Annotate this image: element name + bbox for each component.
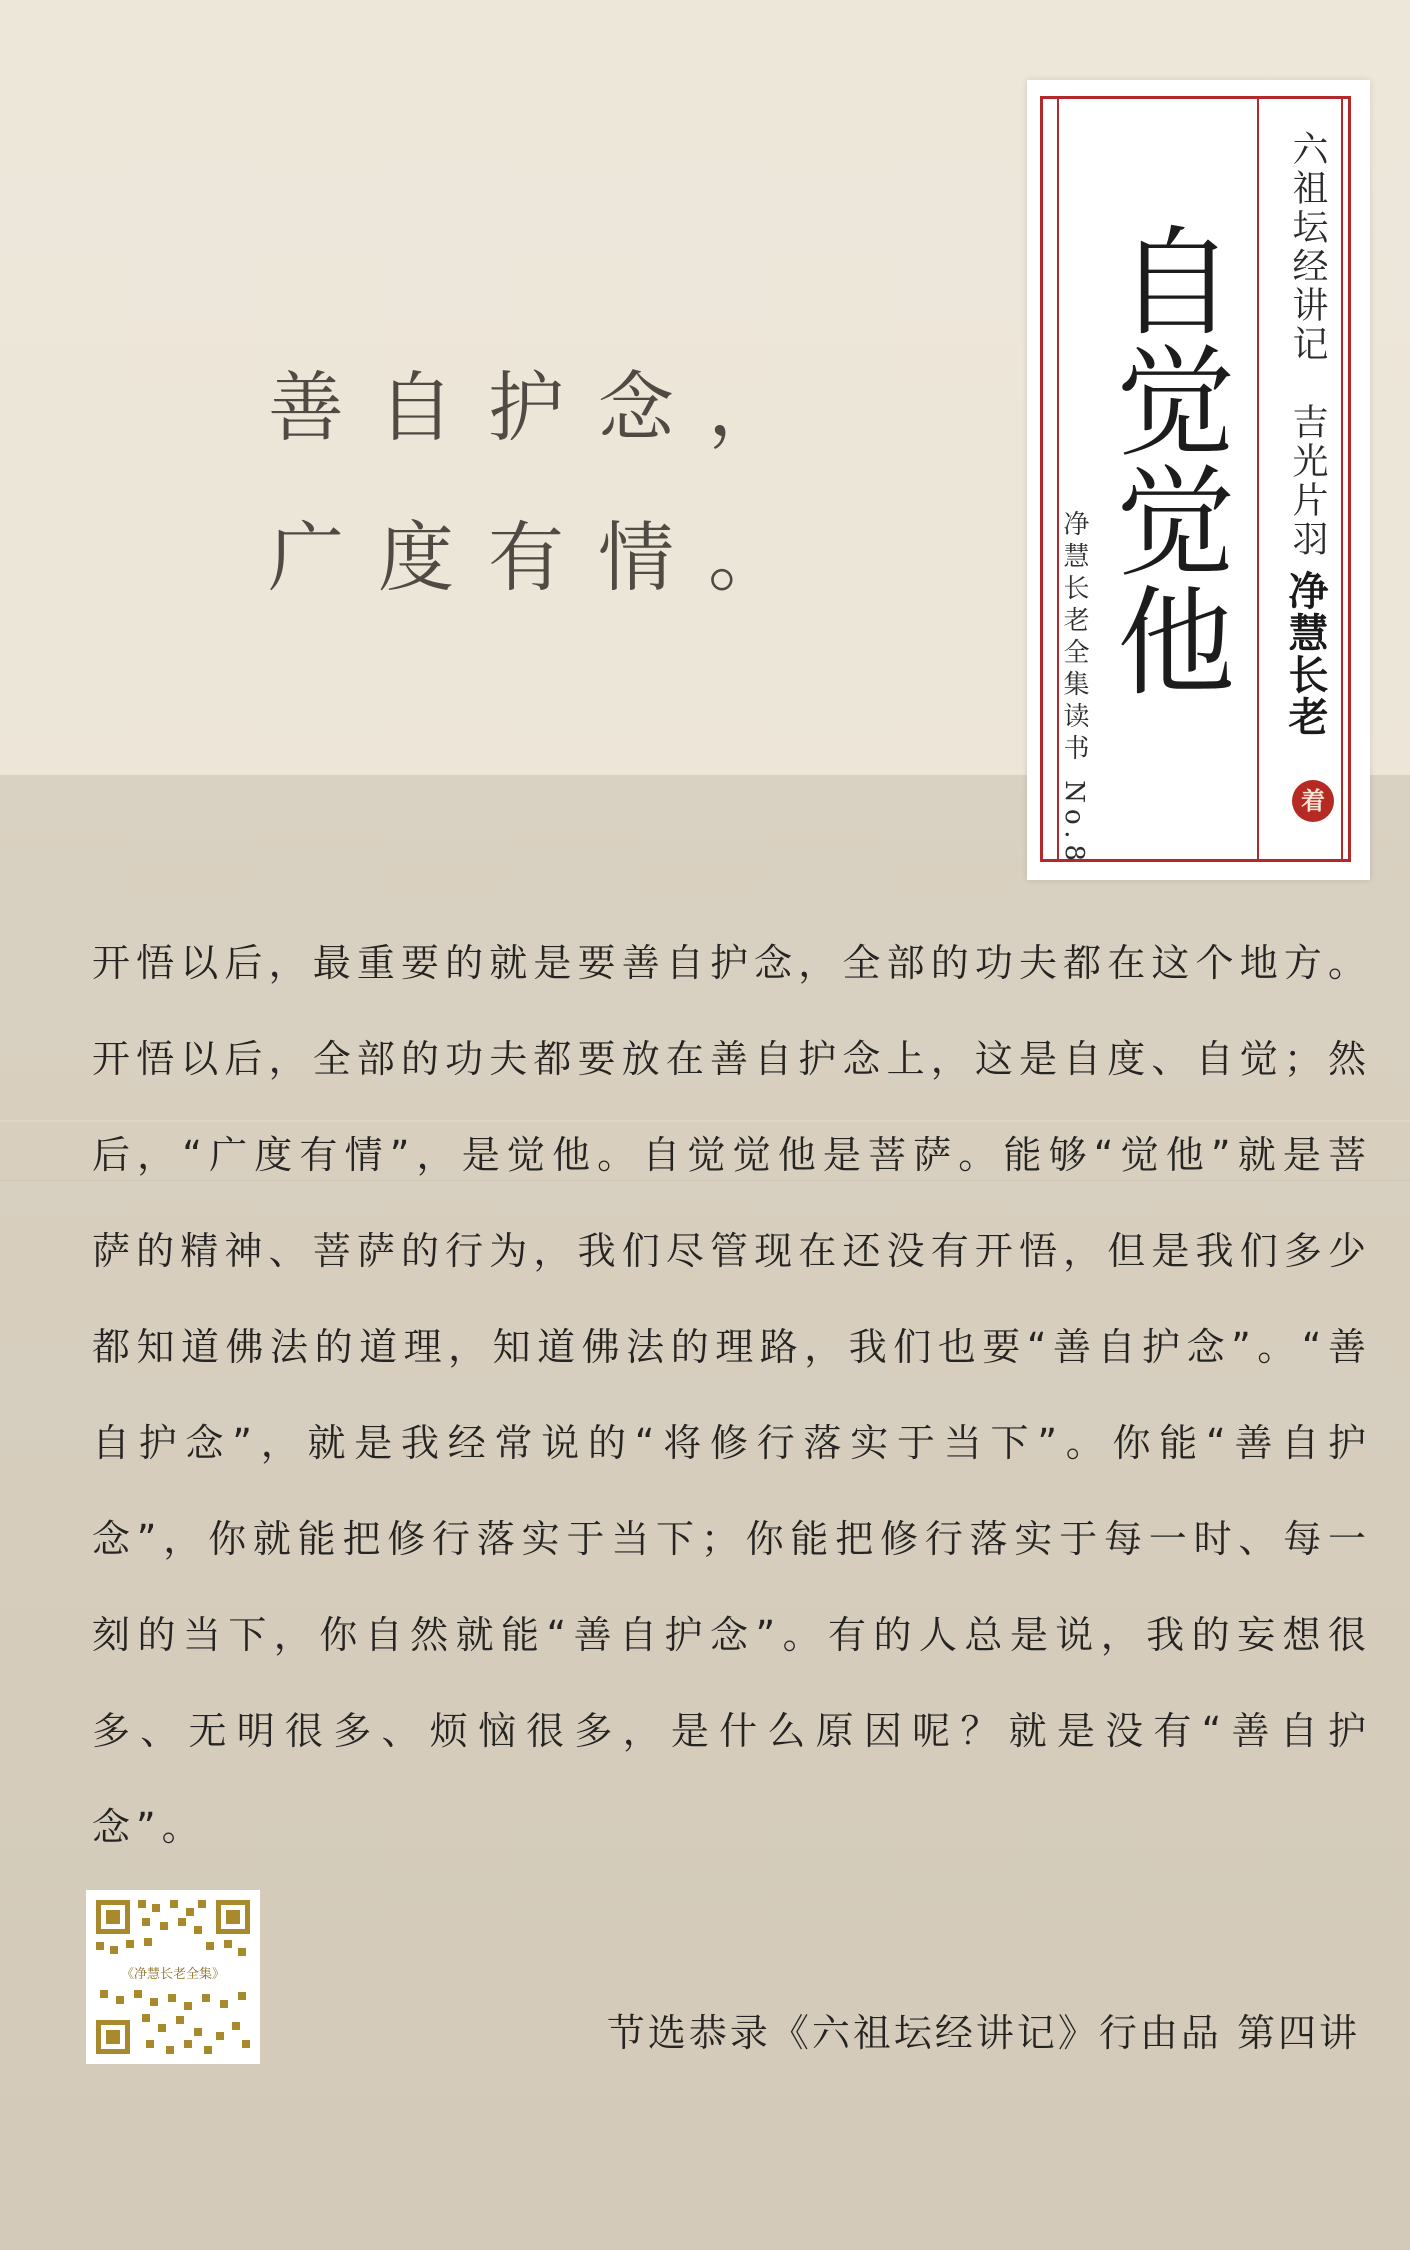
main-title: 自觉觉他: [1097, 220, 1235, 700]
title-card: [1027, 80, 1370, 880]
calligraphy-line-2: 广度有情。: [268, 513, 818, 602]
book-title: 六祖坛经讲记 吉光片羽: [1287, 130, 1328, 559]
author-name: 净慧长老: [1282, 570, 1329, 738]
series-label: 净慧长老全集读书 No.8: [1059, 510, 1089, 868]
frame-rule-right: [1341, 99, 1343, 859]
body-paragraph: 开悟以后，最重要的就是要善自护念，全部的功夫都在这个地方。开悟以后，全部的功夫都要放在善自护念上，这是自度、自觉；然后，“广度有情”，是觉他。自觉觉他是菩萨。能够“觉他”就是菩萨的精神、菩萨的行为，我们尽管现在还没有开悟，但是我们多少都知道佛法的道理，知道佛法的理路，我们也要“善自护念”。“善自护念”，就是我经常说的“将修行落实于当下”。你能“善自护念”，你就能把修行落实于当下；你能把修行落实于每一时、每一刻的当下，你自然就能“善自护念”。有的人总是说，我的妄想很多、无明很多、烦恼很多，是什么原因呢？就是没有“善自护念”。: [92, 941, 1372, 1849]
source-citation: 节选恭录《六祖坛经讲记》行由品 第四讲: [606, 2011, 1360, 2055]
qr-label: 《净慧长老全集》: [96, 1964, 250, 1986]
qr-code[interactable]: [86, 1890, 260, 2064]
frame-rule-middle: [1257, 99, 1259, 859]
calligraphy-line-1: 善自护念，: [268, 363, 818, 452]
seal-stamp: 着: [1292, 780, 1334, 822]
